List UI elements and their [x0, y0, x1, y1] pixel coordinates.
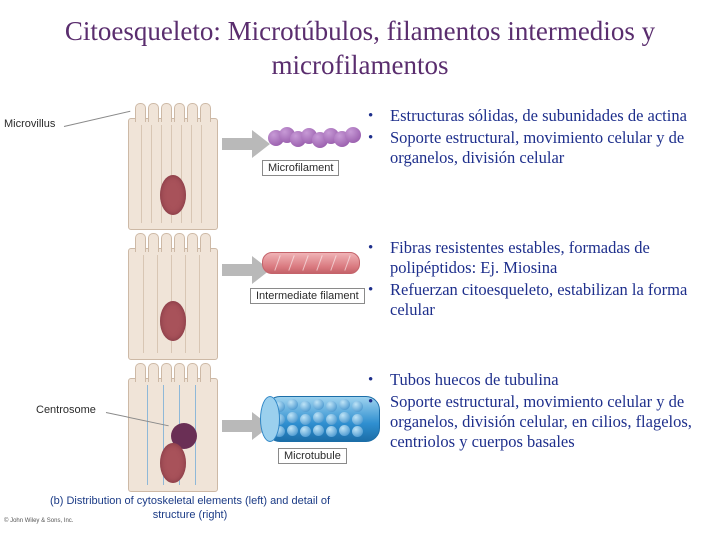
microvillus-shape — [187, 103, 198, 122]
bullet-marker-icon: • — [368, 394, 374, 410]
microvillus-shape — [174, 103, 185, 122]
microvillus-shape — [200, 233, 211, 252]
bullet-marker-icon: • — [368, 108, 374, 124]
microvillus-shape — [135, 363, 146, 382]
microvillus-shape — [148, 363, 159, 382]
bullet-marker-icon: • — [368, 130, 374, 146]
bullet-item — [368, 238, 716, 278]
bullet-item — [368, 392, 716, 452]
microvillus-shape — [200, 103, 211, 122]
bullet-block-microtubules — [368, 370, 716, 454]
bullet-text: Tubos huecos de tubulina — [390, 370, 559, 389]
microvillus-shape — [174, 233, 185, 252]
bullet-block-microfilaments — [368, 106, 716, 170]
microvillus-shape — [135, 103, 146, 122]
microvillus-shape — [187, 363, 198, 382]
label-microfilament: Microfilament — [262, 160, 339, 176]
figure-caption: (b) Distribution of cytoskeletal elements (left) and detail of structure (right) — [49, 495, 331, 521]
microvillus-shape — [161, 233, 172, 252]
figure-credit: © John Wiley & Sons, Inc. — [4, 518, 74, 524]
bullet-text: Estructuras sólidas, de subunidades de actina — [390, 106, 687, 125]
bullet-item — [368, 106, 716, 126]
microvilli-group — [135, 363, 211, 381]
bullet-text: Soporte estructural, movimiento celular y de organelos, división celular — [390, 128, 685, 167]
bullet-text: Refuerzan citoesqueleto, estabilizan la forma celular — [390, 280, 688, 319]
microtubule-structure — [266, 396, 378, 440]
intermediate-filament-structure — [262, 252, 360, 274]
microvillus-shape — [161, 103, 172, 122]
nucleus-shape — [160, 175, 186, 215]
bullet-text: Soporte estructural, movimiento celular y de organelos, división celular, en cilios, flagelos, centriolos y cuerpos basales — [390, 392, 692, 451]
microvillus-shape — [161, 363, 172, 382]
microvillus-shape — [148, 233, 159, 252]
bullet-block-intermediate-filaments — [368, 238, 716, 322]
nucleus-shape — [160, 301, 186, 341]
microvillus-shape — [187, 233, 198, 252]
bullet-marker-icon: • — [368, 282, 374, 298]
cytoskeleton-figure — [0, 96, 368, 532]
bullet-text: Fibras resistentes estables, formadas de polipéptidos: Ej. Miosina — [390, 238, 650, 277]
cell-column-microtubule — [128, 378, 218, 492]
bullet-item — [368, 280, 716, 320]
microvilli-group — [135, 233, 211, 251]
label-microvillus: Microvillus — [4, 118, 56, 130]
label-microtubule: Microtubule — [278, 448, 347, 464]
microvillus-shape — [200, 363, 211, 382]
cell-column-microfilament — [128, 118, 218, 230]
bullet-marker-icon: • — [368, 240, 374, 256]
bullet-marker-icon: • — [368, 372, 374, 388]
microvillus-shape — [174, 363, 185, 382]
cell-column-intermediate — [128, 248, 218, 360]
microvillus-shape — [148, 103, 159, 122]
page-title: Citoesqueleto: Microtúbulos, filamentos intermedios y microfilamentos — [64, 16, 656, 80]
microvillus-shape — [135, 233, 146, 252]
nucleus-shape — [160, 443, 186, 483]
bullet-item — [368, 128, 716, 168]
label-intermediate-filament: Intermediate filament — [250, 288, 365, 304]
microvilli-group — [135, 103, 211, 121]
microfilament-structure — [268, 128, 364, 144]
bullet-item — [368, 370, 716, 390]
label-centrosome: Centrosome — [36, 404, 96, 416]
